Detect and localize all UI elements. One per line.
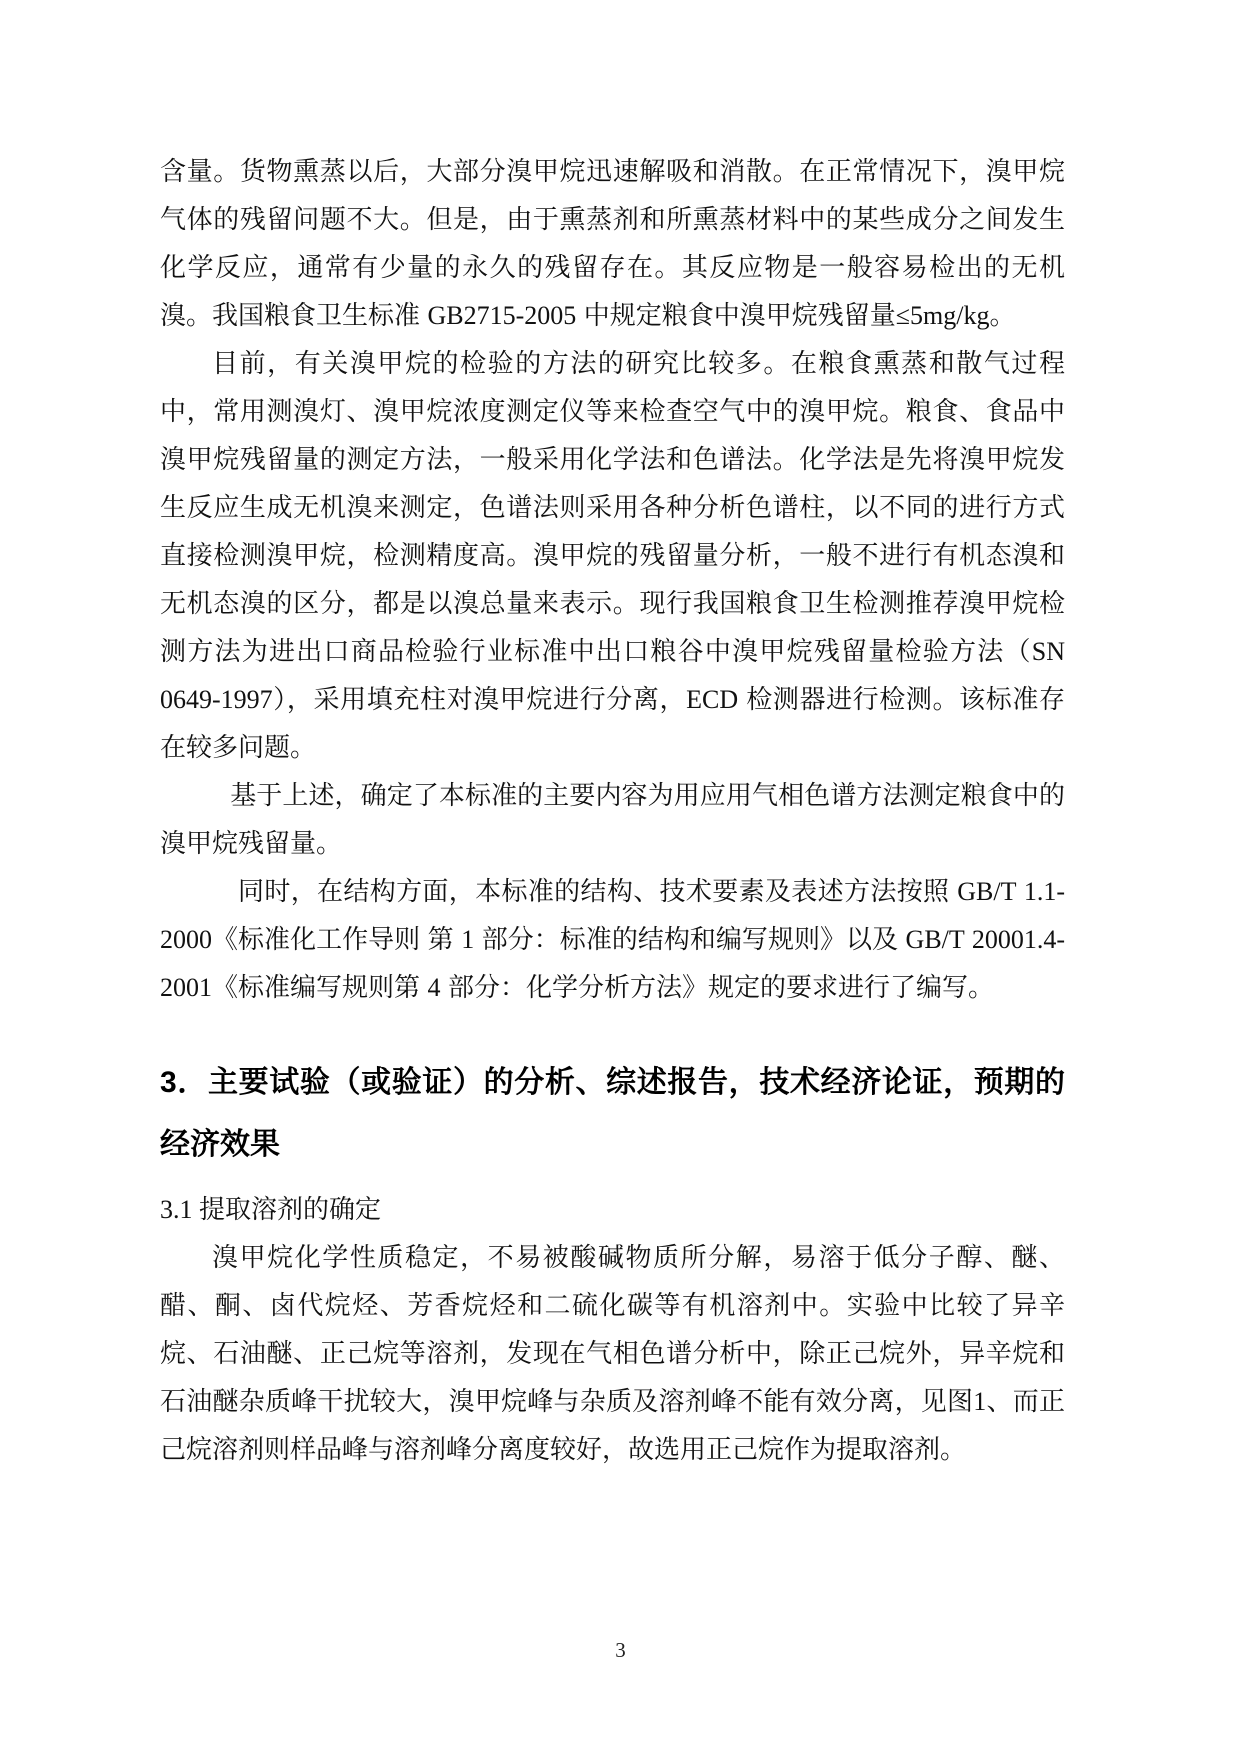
subsection-heading-3-1: 3.1 提取溶剂的确定 — [160, 1195, 382, 1224]
paragraph-residue-intro: 含量。货物熏蒸以后，大部分溴甲烷迅速解吸和消散。在正常情况下，溴甲烷气体的残留问题不大。但是，由于熏蒸剂和所熏蒸材料中的某些成分之间发生化学反应，通常有少量的永久的残留存在。其反应物是一般容易检出的无机溴。我国粮食卫生标准 GB2715-2005 中规定粮食中溴甲烷残留量≤5mg/kg。 — [160, 157, 1065, 330]
paragraph-detection-methods: 目前，有关溴甲烷的检验的方法的研究比较多。在粮食熏蒸和散气过程中，常用测溴灯、溴甲烷浓度测定仪等来检查空气中的溴甲烷。粮食、食品中溴甲烷残留量的测定方法，一般采用化学法和色谱法。化学法是先将溴甲烷发生反应生成无机溴来测定，色谱法则采用各种分析色谱柱，以不同的进行方式直接检测溴甲烷，检测精度高。溴甲烷的残留量分析，一般不进行有机态溴和无机态溴的区分，都是以溴总量来表示。现行我国粮食卫生检测推荐溴甲烷检测方法为进出口商品检验行业标准中出口粮谷中溴甲烷残留量检验方法（SN 0649-1997），采用填充柱对溴甲烷进行分离，ECD 检测器进行检测。该标准存在较多问题。 — [160, 349, 1065, 762]
document-body — [160, 148, 1065, 1474]
paragraph-solvent-selection: 溴甲烷化学性质稳定，不易被酸碱物质所分解，易溶于低分子醇、醚、醋、酮、卤代烷烃、芳香烷烃和二硫化碳等有机溶剂中。实验中比较了异辛烷、石油醚、正己烷等溶剂，发现在气相色谱分析中，除正己烷外，异辛烷和石油醚杂质峰干扰较大，溴甲烷峰与杂质及溶剂峰不能有效分离，见图1、而正己烷溶剂则样品峰与溶剂峰分离度较好，故选用正己烷作为提取溶剂。 — [160, 1243, 1065, 1464]
paragraph-structure-rules: 同时，在结构方面，本标准的结构、技术要素及表述方法按照 GB/T 1.1-2000《标准化工作导则 第 1 部分：标准的结构和编写规则》以及 GB/T 20001.4-2001《标准编写规则第 4 部分：化学分析方法》规定的要求进行了编写。 — [160, 877, 1065, 1002]
page-number: 3 — [615, 1638, 626, 1662]
section-heading-3: 3．主要试验（或验证）的分析、综述报告，技术经济论证，预期的经济效果 — [160, 1066, 1065, 1161]
paragraph-standard-scope: 基于上述，确定了本标准的主要内容为用应用气相色谱方法测定粮食中的溴甲烷残留量。 — [160, 781, 1065, 858]
